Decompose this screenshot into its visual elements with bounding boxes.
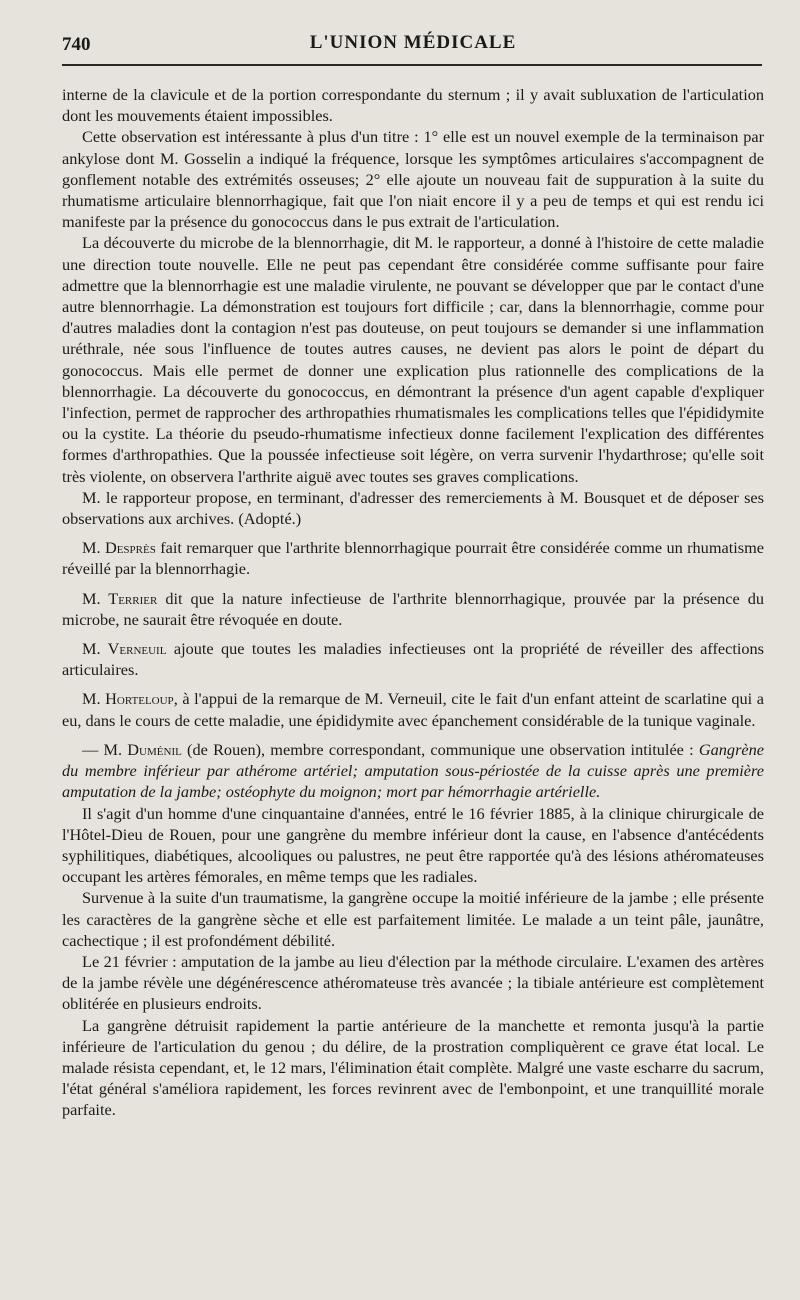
paragraph-progression: La gangrène détruisit rapidement la partie antérieure de la manchette et remonta jusqu'à la partie inférieure de l'articulation du genou ; du délire, de la prostration compliquèrent ce grave état local. Le malade résista cependant, et, le 12 mars, l'élimination était complète. Malgré une vaste escharre du sacrum, l'état général s'améliora rapidement, les forces revinrent avec de l'embonpoint, et une tranquillité morale parfaite. <box>62 1015 764 1120</box>
paragraph-dumenil <box>62 739 764 803</box>
running-head <box>62 30 764 64</box>
speaker-dumenil: Duménil <box>127 739 182 759</box>
paragraph-continuation: interne de la clavicule et de la portion correspondante du sternum ; il y avait subluxation de l'articulation dont les mouvements étaient impossibles. <box>62 85 764 126</box>
page-number: 740 <box>62 34 91 55</box>
speaker-despres: M. Desprès <box>82 538 156 558</box>
header-rule <box>62 64 762 66</box>
paragraph-microbe-discovery: La découverte du microbe de la blennorrhagie, dit M. le rapporteur, a donné à l'histoire de cette maladie une direction toute nouvelle. Elle ne peut pas cependant être considérée comme suffisante pour faire admettre que la blennorrhagie est une maladie virulente, ne pouvant se développer que par le contact d'une autre blennorrhagie. La démonstration est toujours fort difficile ; car, dans la blennorrhagie, comme pour d'autres maladies dont la contagion n'est pas douteuse, on peut toujours se demander si une inflammation uréthrale, née sous l'influence de toutes autres causes, ne devient pas alors le point de départ du gonococcus. Mais elle permet de donner une explication plus rationnelle des complications de la blennorrhagie. La découverte du gonococcus, en démontrant la présence d'un agent capable d'expliquer l'infection, permet de rapprocher des arthropathies rhumatismales les complications telles que l'épididymite ou la cystite. La théorie du pseudo-rhumatisme infectieux donne facilement l'explication des différentes formes d'arthropathies. Que la poussée infectieuse soit légère, on verra survenir l'hydarthrose; qu'elle soit très violente, on observera l'arthrite aiguë avec toutes ses graves complications. <box>62 233 764 486</box>
paragraph-observation-interest: Cette observation est intéressante à plus d'un titre : 1° elle est un nouvel exemple de la terminaison par ankylose dont M. Gosselin a indiqué la fréquence, lorsque les symptômes articulaires s'accompagnent de gonflement notable des extrémités osseuses; 2° elle ajoute un nouveau fait de suppuration à la suite du rhumatisme articulaire blennorrhagique, fait que l'on niait encore il y a peu de temps et qui est rendu ici manifeste par la présence du gonococcus dans le pus extrait de l'articulation. <box>62 127 764 232</box>
verneuil-remark: ajoute que toutes les maladies infectieuses ont la propriété de réveiller des affections articulaires. <box>62 639 764 680</box>
horteloup-remark: , à l'appui de la remarque de M. Verneuil, cite le fait d'un enfant atteint de scarlatine qui a eu, dans le cours de cette maladie, une épididymite avec épanchement considérable de la tunique vaginale. <box>62 689 764 730</box>
terrier-remark: dit que la nature infectieuse de l'arthrite blennorrhagique, prouvée par la présence du microbe, ne saurait être révoquée en doute. <box>62 588 764 629</box>
paragraph-amputation: Le 21 février : amputation de la jambe au lieu d'élection par la méthode circulaire. L'examen des artères de la jambe révèle une dégénérescence athéromateuse très avancée ; la tibiale antérieure est complètement oblitérée en plusieurs endroits. <box>62 951 764 1014</box>
paragraph-verneuil <box>62 638 764 680</box>
dumenil-lead: — M. <box>82 739 128 759</box>
paragraph-patient-case: Il s'agit d'un homme d'une cinquantaine d'années, entré le 16 février 1885, à la clinique chirurgicale de l'Hôtel-Dieu de Rouen, pour une gangrène du membre inférieur dont la cause, en l'absence d'antécédents syphilitiques, diabétiques, alcooliques ou palustres, ne peut être rapportée qu'à des lésions athéromateuses occupant les artères fémorales, en même temps que les radiales. <box>62 803 764 887</box>
observation-title: Gangrène du membre inférieur par athérome artériel; amputation sous-périostée de la cuisse après une première amputation de la jambe; ostéophyte du moignon; mort par hémorrhagie artérielle. <box>62 739 764 802</box>
despres-remark: fait remarquer que l'arthrite blennorrhagique pourrait être considérée comme un rhumatisme réveillé par la blennorrhagie. <box>62 538 764 579</box>
speaker-horteloup: M. Horteloup <box>82 689 174 709</box>
paragraph-horteloup <box>62 688 764 730</box>
dumenil-intro: (de Rouen), membre correspondant, communique une observation intitulée : <box>181 739 699 759</box>
paragraph-rapporteur-proposal: M. le rapporteur propose, en terminant, d'adresser des remerciements à M. Bousquet et de déposer ses observations aux archives. (Adopté.) <box>62 487 764 529</box>
paragraph-terrier <box>62 588 764 630</box>
speaker-terrier: M. Terrier <box>82 588 158 608</box>
article-body <box>62 84 764 1121</box>
speaker-verneuil: M. Verneuil <box>82 639 167 659</box>
paragraph-gangrene: Survenue à la suite d'un traumatisme, la gangrène occupe la moitié inférieure de la jambe ; elle présente les caractères de la gangrène sèche et elle est parfaitement limitée. Le malade a un teint pâle, jaunâtre, cachectique ; il est profondément débilité. <box>62 888 764 950</box>
paragraph-despres <box>62 537 764 579</box>
journal-title: L'UNION MÉDICALE <box>309 32 517 53</box>
